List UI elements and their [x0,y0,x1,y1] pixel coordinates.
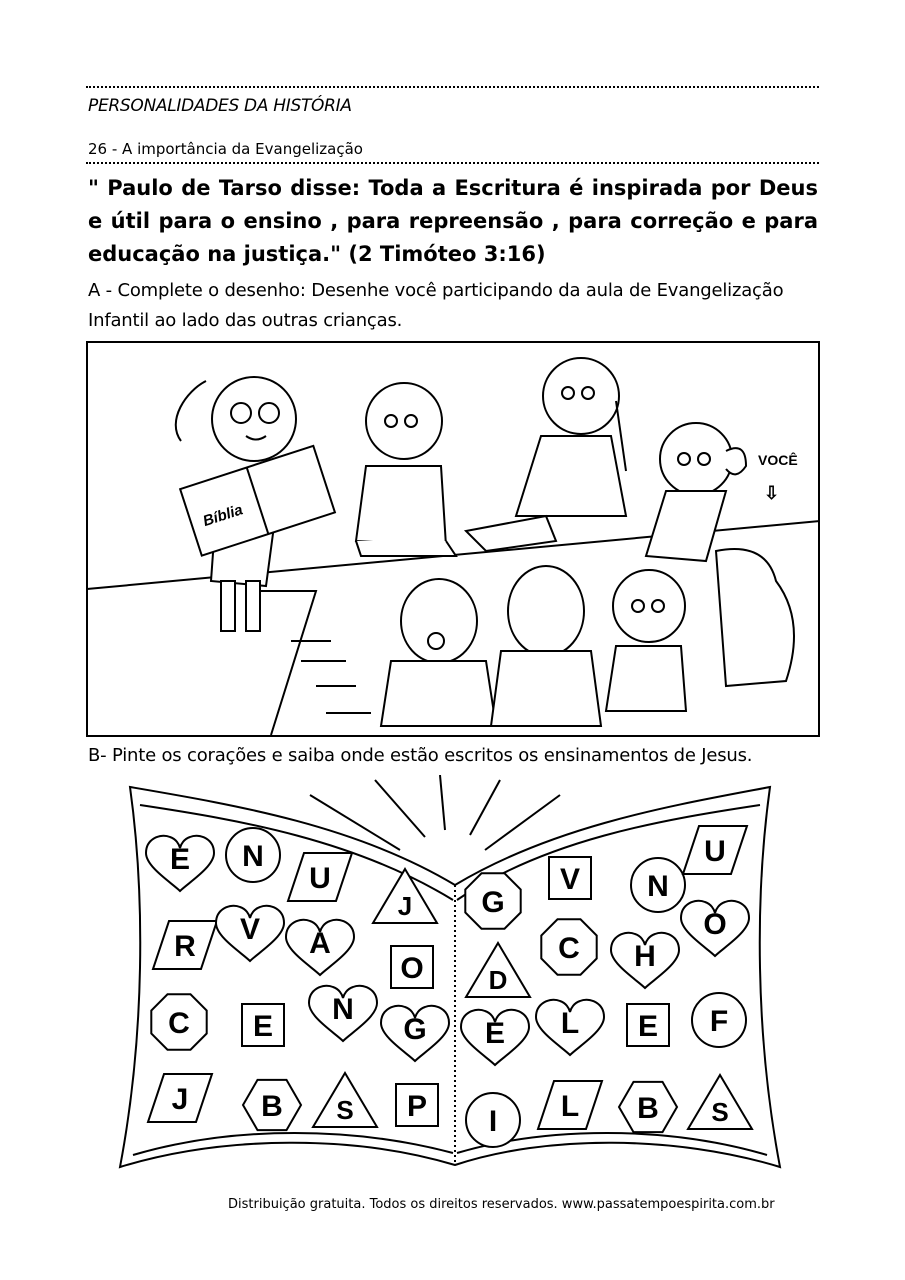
letter-label: V [239,913,261,946]
letter-label: C [558,932,580,965]
activity-a-instruction: A - Complete o desenho: Desenhe você participando da aula de Evangelização Infantil ao lado das outras crianças. [88,280,784,331]
octagon-icon[interactable] [541,919,596,974]
letter-label: A [309,927,331,960]
child-curly-hair [356,383,456,556]
letter-label: N [242,840,264,873]
letter-label: J [171,1083,189,1116]
footer-copyright: Distribuição gratuita. Todos os direitos reservados. www.passatempoespirita.com.br [228,1197,775,1212]
letter-label: S [336,1095,354,1125]
letter-label: C [168,1007,190,1040]
classroom-illustration [86,341,820,737]
letter-label: J [397,891,413,921]
letter-label: L [560,1090,580,1123]
letter-label: R [174,930,196,963]
letter-label: U [309,862,331,895]
square-icon[interactable] [396,1084,438,1126]
letter-label: E [637,1010,659,1043]
square-icon[interactable] [627,1004,669,1046]
bible-label: Bíblia [200,501,245,531]
square-icon[interactable] [242,1004,284,1046]
octagon-icon[interactable] [465,873,520,928]
letter-label: U [704,835,726,868]
letter-label: I [488,1105,498,1138]
letter-label: S [711,1097,729,1127]
letter-label: N [332,993,354,1026]
open-book-puzzle [115,775,785,1180]
letter-label: E [252,1010,274,1043]
letter-label: G [481,886,505,919]
letter-label: D [488,965,508,995]
square-icon[interactable] [391,946,433,988]
letter-label: H [634,940,656,973]
bible-quote: " Paulo de Tarso disse: Toda a Escritura é inspirada por Deus e útil para o ensino , para repreensão , para correção e para educação na justiça." (2 Timóteo 3:16) [88,176,818,266]
down-arrow-icon: ⇩ [764,483,780,503]
top-dotted-divider [86,86,819,88]
letter-label: E [484,1017,506,1050]
circle-icon[interactable] [631,858,685,912]
letter-label: O [703,908,727,941]
circle-icon[interactable] [466,1093,520,1147]
activity-b-instruction: B- Pinte os corações e saiba onde estão escritos os ensinamentos de Jesus. [88,745,753,766]
lesson-title: 26 - A importância da Evangelização [88,140,363,158]
letter-label: B [637,1092,659,1125]
mid-dotted-divider [86,162,819,164]
circle-icon[interactable] [226,828,280,882]
letter-label: P [406,1090,428,1123]
letter-label: E [169,843,191,876]
letter-label: V [559,863,581,896]
letter-label: O [400,952,424,985]
letter-label: B [261,1090,283,1123]
letter-label: L [560,1007,580,1040]
letter-label: F [709,1005,729,1038]
book-outline [120,787,780,1167]
circle-icon[interactable] [692,993,746,1047]
square-icon[interactable] [549,857,591,899]
octagon-icon[interactable] [151,994,206,1049]
section-title: PERSONALIDADES DA HISTÓRIA [88,96,352,116]
you-label: VOCÊ [758,452,798,468]
letter-label: G [403,1013,427,1046]
letter-label: N [647,870,669,903]
